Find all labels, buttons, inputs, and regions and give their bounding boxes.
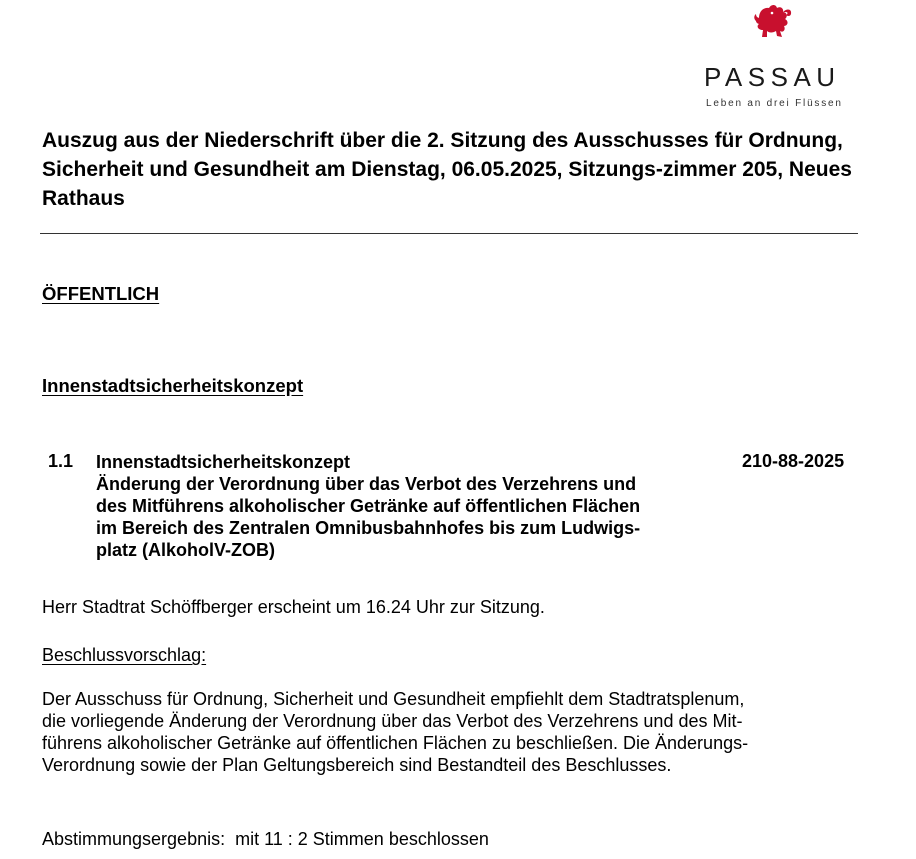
item-number: 1.1 [48,451,74,471]
logo-wordmark: PASSAU [704,62,841,92]
passau-logo [700,0,860,112]
vote-value: mit 11 : 2 Stimmen beschlossen [235,829,489,849]
item-subject-line: Innenstadtsicherheitskonzept [96,452,351,472]
item-subject-line: Änderung der Verordnung über das Verbot des Verzehrens und [96,474,637,494]
item-subject-line: platz (AlkoholV-ZOB) [96,540,275,560]
item-reference: 210-88-2025 [742,451,845,471]
section-public: ÖFFENTLICH [42,283,160,304]
section-topic: Innenstadtsicherheitskonzept [42,375,304,396]
vote-label: Abstimmungsergebnis: [42,829,226,849]
item-subject [96,451,726,561]
proposal-line: Der Ausschuss für Ordnung, Sicherheit und Gesundheit empfiehlt dem Stadtratsplenum, [42,689,745,709]
proposal-text [42,688,748,776]
proposal-heading: Beschlussvorschlag: [42,645,207,665]
proposal-line: führens alkoholischer Getränke auf öffentlichen Flächen zu beschließen. Die Änderungs- [42,733,749,753]
lion-icon [752,2,794,40]
vote-result [42,828,489,850]
document-title: Auszug aus der Niederschrift über die 2. Sitzung des Ausschusses für Ordnung, Sicherheit und Gesundheit am Dienstag, 06.05.2025, Sitzungs-zimmer 205, Neues Rathaus [42,129,852,210]
logo-tagline: Leben an drei Flüssen [706,98,843,109]
item-subject-line: im Bereich des Zentralen Omnibusbahnhofes bis zum Ludwigs- [96,518,641,538]
proposal-line: Verordnung sowie der Plan Geltungsbereich sind Bestandteil des Beschlusses. [42,755,672,775]
proposal-line: die vorliegende Änderung der Verordnung über das Verbot des Verzehrens und des Mit- [42,711,743,731]
header-divider [40,233,858,234]
item-subject-line: des Mitführens alkoholischer Getränke auf öffentlichen Flächen [96,496,641,516]
attendance-note: Herr Stadtrat Schöffberger erscheint um 16.24 Uhr zur Sitzung. [42,597,545,617]
